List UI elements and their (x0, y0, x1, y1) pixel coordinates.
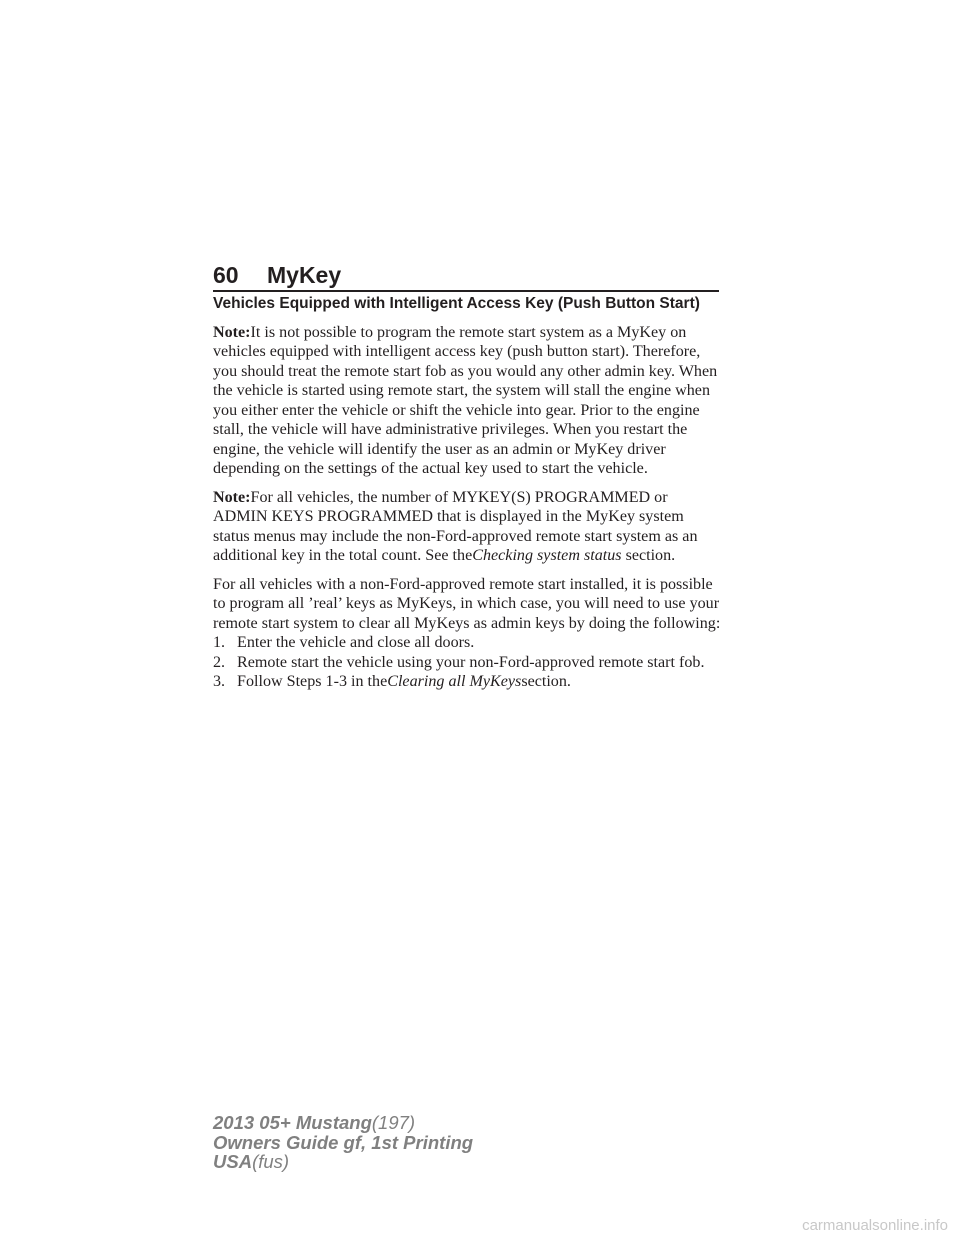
page-header (213, 255, 719, 289)
chapter-title: MyKey (267, 262, 342, 288)
intro-paragraph: For all vehicles with a non-Ford-approved remote start installed, it is possible to program all ’real’ keys as MyKeys, in which case, you will need to use your remote start system to clear all MyKeys as admin keys by doing the following: (213, 575, 721, 632)
note-text: For all vehicles, the number of MYKEY(S) PROGRAMMED or ADMIN KEYS PROGRAMMED that is displayed in the MyKey system status menus may include the non-Ford-approved remote start system as an additional key in the total count. See the (213, 488, 698, 564)
page-content (213, 294, 723, 692)
note-label: Note: (213, 323, 251, 341)
section-heading: Vehicles Equipped with Intelligent Access Key (Push Button Start) (213, 295, 700, 312)
step-number: 3. (213, 673, 226, 690)
header-rule (213, 290, 719, 292)
step-text (237, 672, 723, 692)
footer-line-2 (213, 1133, 473, 1153)
footer-line-3 (213, 1152, 473, 1172)
note-paragraph-1 (213, 323, 723, 479)
step-number: 2. (213, 653, 226, 671)
page-footer (213, 1113, 473, 1172)
footer-guide: Owners Guide gf, 1st Printing (213, 1131, 474, 1153)
step-text-part: Follow Steps 1-3 in the (237, 673, 388, 690)
page-number: 60 (213, 262, 239, 288)
note-paragraph-2 (213, 488, 723, 566)
step-text: Remote start the vehicle using your non-Ford-approved remote start fob. (237, 653, 705, 671)
step-item (213, 672, 723, 692)
note-text: It is not possible to program the remote start system as a MyKey on vehicles equipped with intelligent access key (push button start). Therefore, you should treat the remote start fob as you would any other admin key. When the vehicle is started using remote start, the system will stall the engine when you either enter the vehicle or shift the vehicle into gear. Prior to the engine stall, the vehicle will have administrative privileges. When you restart the engine, the vehicle will identify the user as an admin or MyKey driver depending on the settings of the actual key used to start the vehicle. (213, 323, 718, 477)
step-text-part: section. (521, 673, 571, 690)
step-item (213, 653, 723, 673)
step-number: 1. (213, 634, 226, 651)
footer-line-1 (213, 1113, 473, 1133)
cross-reference-link[interactable]: Checking system status (472, 547, 622, 564)
footer-market: USA (213, 1151, 253, 1172)
footer-code: (197) (371, 1112, 416, 1133)
note-label: Note: (213, 488, 251, 506)
footer-market-code: (fus) (252, 1151, 290, 1172)
cross-reference-link[interactable]: Clearing all MyKeys (387, 673, 522, 690)
footer-model: 2013 05+ Mustang (213, 1112, 372, 1133)
step-text: Enter the vehicle and close all doors. (237, 634, 475, 651)
watermark: carmanualsonline.info (802, 1217, 948, 1234)
step-item (213, 633, 723, 653)
note-text: section. (625, 547, 676, 564)
